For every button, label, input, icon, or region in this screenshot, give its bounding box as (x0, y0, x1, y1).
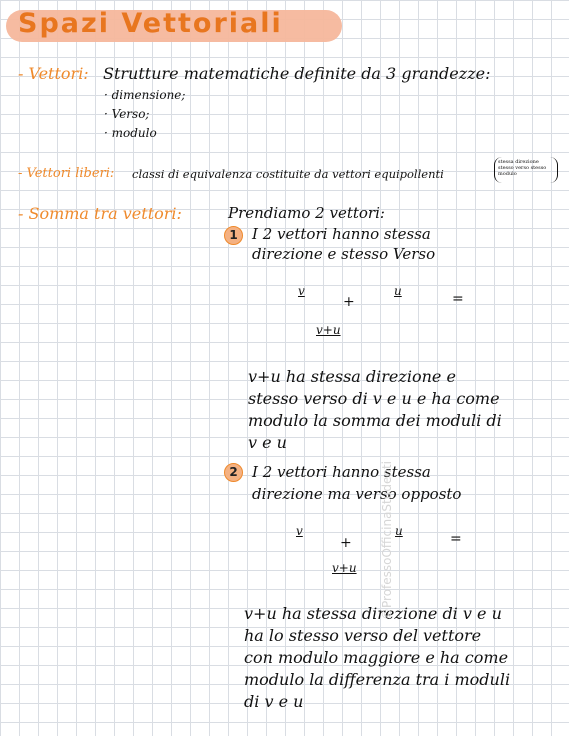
watermark: ©ProfessoOfficinaStudenti (380, 461, 394, 620)
page-title: Spazi Vettoriali (18, 8, 283, 39)
case1-u-label: u (394, 284, 402, 298)
vettori-liberi-definition: classi di equivalenza costituite da vettori equipollenti (132, 167, 444, 181)
case2-line1: I 2 vettori hanno stessa (252, 463, 431, 481)
case1-sum-label: v+u (316, 323, 341, 337)
case1-equals: = (452, 291, 464, 307)
vettori-definition: Strutture matematiche definite da 3 grandezze: (103, 64, 491, 83)
vettori-liberi-note-bracket (494, 157, 558, 183)
vettori-item-modulo: · modulo (104, 126, 157, 140)
somma-intro: Prendiamo 2 vettori: (228, 204, 385, 222)
case2-number-badge: 2 (224, 463, 243, 482)
case1-line1: I 2 vettori hanno stessa (252, 225, 431, 243)
case2-plus: + (340, 535, 352, 551)
case2-u-label: u (395, 524, 403, 538)
case2-line2: direzione ma verso opposto (252, 485, 462, 503)
case1-plus: + (343, 294, 355, 310)
case1-number-badge: 1 (224, 226, 243, 245)
case2-explanation: v+u ha stessa direzione di v e u ha lo stesso verso del vettore con modulo maggiore e ha come modulo la differenza tra i moduli di v e u (244, 604, 511, 711)
somma-label: - Somma tra vettori: (18, 204, 182, 223)
vettori-item-dimensione: · dimensione; (104, 88, 186, 102)
vettori-liberi-label: - Vettori liberi: (18, 166, 115, 181)
vettori-liberi-note: stessa direzione stesso verso stesso modulo (498, 159, 547, 177)
case1-explanation: v+u ha stessa direzione e stesso verso di v e u e ha come modulo la somma dei moduli di v e u (248, 367, 502, 452)
case1-v-label: v (298, 284, 305, 298)
vettori-item-verso: · Verso; (104, 107, 150, 121)
case2-equals: = (450, 531, 462, 547)
case1-line2: direzione e stesso Verso (252, 245, 436, 263)
case2-sum-label: v+u (332, 561, 357, 575)
case2-v-label: v (296, 524, 303, 538)
vettori-label: - Vettori: (18, 64, 89, 83)
